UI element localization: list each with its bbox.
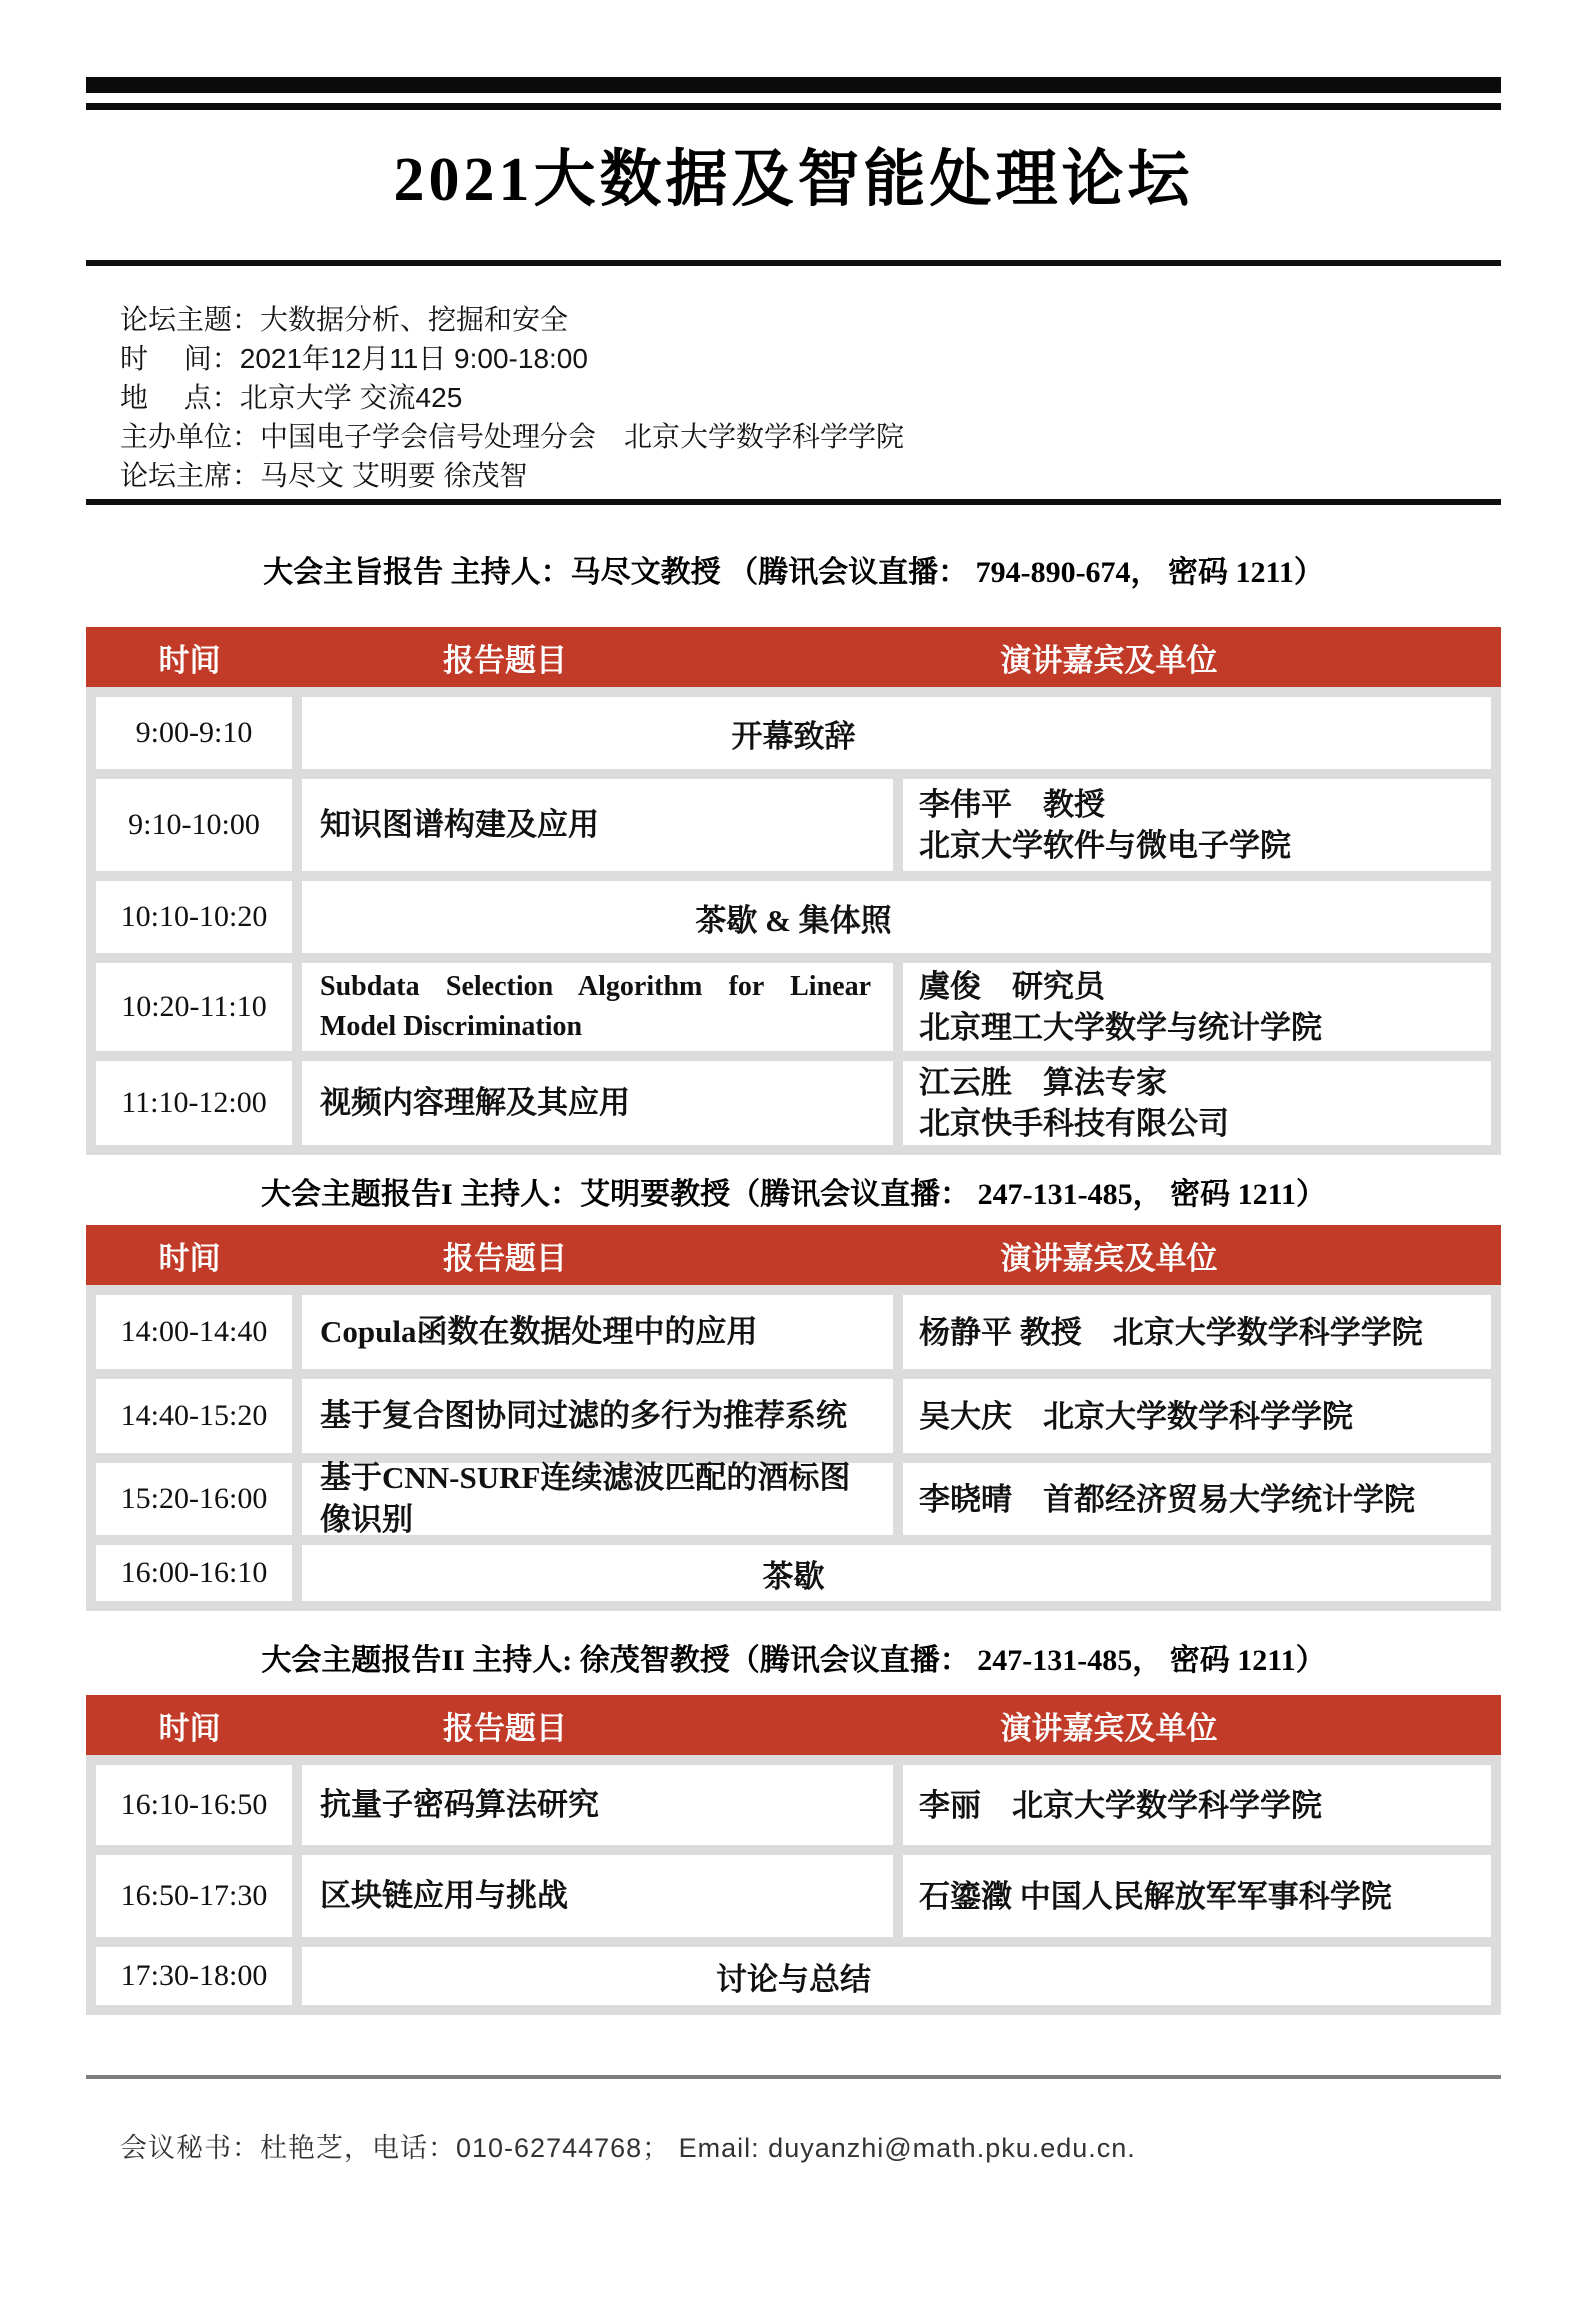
speaker-affiliation: 北京理工大学数学与统计学院 [919,1010,1322,1045]
table-header-row [86,1225,1501,1285]
table-body [86,687,1501,1155]
time-cell [96,1855,292,1937]
speaker-name: 石鎏瀓 中国人民解放军军事科学院 [919,1878,1392,1914]
footer-divider [86,2075,1501,2079]
table-header-row [86,1695,1501,1755]
time-value: 10:10-10:20 [120,900,268,933]
session-3-heading: 大会主题报告II 主持人: 徐茂智教授（腾讯会议直播： 247-131-485， 密码 1211） [261,1644,1326,1677]
merged-value: 茶歇 [762,1558,825,1594]
time-value: 17:30-18:00 [120,1959,268,1992]
time-value: 16:10-16:50 [120,1788,268,1821]
session-3-table [86,1695,1501,2015]
time-cell [96,1545,292,1601]
speaker-name: 江云胜 算法专家 [919,1065,1167,1100]
time-cell [96,1295,292,1369]
time-value: 16:50-17:30 [120,1879,268,1912]
time-value: 9:10-10:00 [128,808,260,841]
table-row [96,881,1491,953]
title-cell [302,1855,893,1937]
time-cell [96,1765,292,1845]
column-header-time: 时间 [158,1710,221,1746]
session-1-table [86,627,1501,1155]
column-header-title: 报告题目 [443,1710,567,1746]
table-row [96,1295,1491,1369]
merged-value: 开幕致辞 [731,718,856,754]
table-body [86,1285,1501,1611]
talk-title: 抗量子密码算法研究 [320,1787,599,1822]
info-line-organizer: 主办单位：中国电子学会信号处理分会 北京大学数学科学学院 [120,421,905,452]
time-value: 16:00-16:10 [120,1556,268,1589]
talk-title: 知识图谱构建及应用 [320,807,599,842]
top-rule-thin [86,103,1501,110]
time-value: 14:40-15:20 [120,1399,268,1432]
table-row [96,1061,1491,1145]
info-line-time: 时 间：2021年12月11日 9:00-18:00 [120,343,588,374]
talk-title: 视频内容理解及其应用 [320,1085,630,1120]
speaker-affiliation: 北京快手科技有限公司 [919,1106,1229,1141]
time-value: 10:20-11:10 [121,990,267,1023]
merged-cell [302,697,1491,769]
table-row [96,1947,1491,2005]
title-cell [302,1765,893,1845]
column-header-speaker: 演讲嘉宾及单位 [1000,1710,1218,1746]
table-row [96,1855,1491,1937]
speaker-cell [903,963,1491,1051]
info-line-chairs: 论坛主席：马尽文 艾明要 徐茂智 [120,460,528,491]
info-line-topic: 论坛主题：大数据分析、挖掘和安全 [120,304,569,335]
time-cell [96,779,292,871]
speaker-cell [903,1463,1491,1535]
time-cell [96,1061,292,1145]
info-divider [86,499,1501,505]
time-value: 14:00-14:40 [120,1315,268,1348]
table-header-row [86,627,1501,687]
table-row [96,697,1491,769]
table-row [96,1765,1491,1845]
speaker-cell [903,779,1491,871]
table-row [96,1460,1491,1537]
talk-title: 区块链应用与挑战 [320,1878,568,1913]
speaker-cell [903,1855,1491,1937]
page-title: 2021大数据及智能处理论坛 [393,146,1194,214]
title-cell [302,1460,893,1537]
merged-value: 讨论与总结 [716,1961,871,1997]
speaker-name: 虞俊 研究员 [919,969,1105,1004]
speaker-name: 李伟平 教授 [919,787,1105,822]
info-block [86,300,1501,495]
merged-cell [302,881,1491,953]
column-header-speaker: 演讲嘉宾及单位 [1000,642,1218,678]
top-rule-thick [86,77,1501,93]
title-cell [302,963,893,1051]
speaker-cell [903,1295,1491,1369]
time-value: 15:20-16:00 [120,1482,268,1515]
title-cell [302,1379,893,1453]
column-header-title: 报告题目 [443,642,567,678]
table-row [96,779,1491,871]
time-cell [96,881,292,953]
merged-cell [302,1545,1491,1601]
talk-title: 基于CNN-SURF连续滤波匹配的酒标图像识别 [320,1460,851,1537]
title-cell [302,1295,893,1369]
speaker-affiliation: 北京大学软件与微电子学院 [919,828,1291,863]
time-cell [96,697,292,769]
time-value: 11:10-12:00 [121,1086,267,1119]
session-2-table [86,1225,1501,1611]
speaker-name: 李丽 北京大学数学科学学院 [919,1787,1322,1823]
time-cell [96,1463,292,1535]
title-cell [302,779,893,871]
speaker-cell [903,1765,1491,1845]
column-header-title: 报告题目 [443,1240,567,1276]
talk-title: 基于复合图协同过滤的多行为推荐系统 [320,1398,847,1433]
speaker-name: 李晓晴 首都经济贸易大学统计学院 [919,1481,1415,1517]
time-cell [96,1379,292,1453]
table-row [96,1379,1491,1453]
speaker-name: 吴大庆 北京大学数学科学学院 [919,1398,1353,1434]
conference-program-page [0,77,1587,2165]
speaker-cell [903,1061,1491,1145]
time-value: 9:00-9:10 [135,716,253,749]
column-header-time: 时间 [158,642,221,678]
column-header-speaker: 演讲嘉宾及单位 [1000,1240,1218,1276]
merged-value: 茶歇 & 集体照 [695,902,892,938]
merged-cell [302,1947,1491,2005]
title-divider [86,260,1501,266]
footer-contact: 会议秘书：杜艳芝，电话：010-62744768； Email: duyanzhi@math.pku.edu.cn. [120,2133,1136,2163]
session-2-heading: 大会主题报告I 主持人：艾明要教授（腾讯会议直播： 247-131-485， 密码 1211） [261,1178,1326,1211]
talk-title: Subdata Selection Algorithm for Linear Model Discrimination [320,971,871,1042]
talk-title: Copula函数在数据处理中的应用 [320,1314,758,1349]
title-cell [302,1061,893,1145]
info-line-location: 地 点：北京大学 交流425 [120,382,463,413]
table-row [96,963,1491,1051]
speaker-cell [903,1379,1491,1453]
column-header-time: 时间 [158,1240,221,1276]
speaker-name: 杨静平 教授 北京大学数学科学学院 [919,1314,1423,1350]
session-1-heading: 大会主旨报告 主持人：马尽文教授 （腾讯会议直播： 794-890-674， 密码 1211） [263,556,1324,589]
time-cell [96,963,292,1051]
table-body [86,1755,1501,2015]
time-cell [96,1947,292,2005]
table-row [96,1545,1491,1601]
